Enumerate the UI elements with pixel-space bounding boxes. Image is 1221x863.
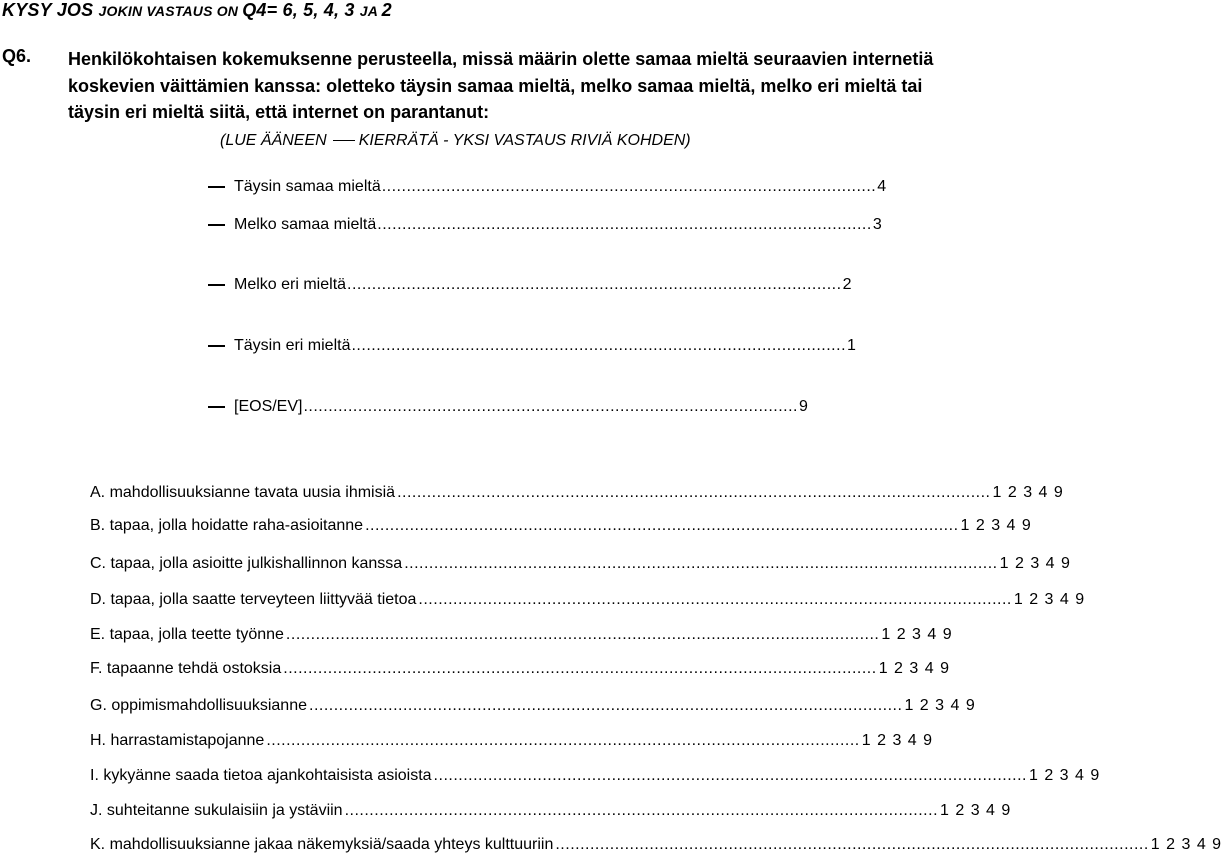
dot-leader: ....................................................................................................	[303, 398, 798, 415]
dot-leader: ........................................................................................................................	[266, 732, 860, 749]
dash-marker	[208, 345, 225, 347]
filter-text-b: JOKIN VASTAUS ON	[98, 3, 243, 19]
question-text: Henkilökohtaisen kokemuksenne perusteella, missä määrin olette samaa mieltä seuraavien internetiä koskevien väittämien kanssa: oletteko täysin samaa mieltä, melko samaa mieltä, melko eri mieltä tai täysin eri mieltä siitä, että internet on parantanut:	[68, 49, 934, 122]
question-number: Q6.	[2, 46, 32, 66]
statement-row	[90, 555, 1070, 573]
statement-label: B. tapaa, jolla hoidatte raha-asioitanne	[90, 517, 364, 534]
dot-leader: ....................................................................................................	[347, 276, 842, 293]
dot-leader: ........................................................................................................................	[397, 484, 991, 501]
answer-codes: 1 2 3 4 9	[1013, 591, 1085, 608]
response-option	[208, 337, 856, 355]
filter-text-a: KYSY JOS	[2, 0, 99, 20]
statement-label: D. tapaa, jolla saatte terveyteen liittyvää tietoa	[90, 591, 417, 608]
answer-codes: 1 2 3 4 9	[1150, 836, 1221, 853]
dot-leader: ....................................................................................................	[351, 337, 847, 354]
filter-text-c: Q4= 6, 5, 4, 3	[242, 0, 360, 20]
answer-codes: 1 2 3 4 9	[940, 802, 1011, 819]
option-label: Täysin samaa mieltä	[234, 178, 381, 195]
statement-row	[90, 767, 1100, 785]
option-label: Täysin eri mieltä	[234, 337, 351, 354]
dot-leader: ....................................................................................................	[381, 178, 877, 195]
response-option	[208, 216, 882, 234]
statement-label: I. kykyänne saada tietoa ajankohtaisista asioista	[90, 767, 432, 784]
dash-marker	[208, 284, 225, 286]
option-code: 2	[842, 276, 852, 293]
statement-label: K. mahdollisuuksianne jakaa näkemyksiä/saada yhteys kulttuuriin	[90, 836, 554, 853]
statement-row	[90, 484, 1063, 502]
option-code: 1	[847, 337, 856, 354]
statement-label: F. tapaanne tehdä ostoksia	[90, 660, 282, 677]
statement-row	[90, 802, 1011, 820]
statement-label: H. harrastamistapojanne	[90, 732, 265, 749]
dot-leader: ........................................................................................................................	[283, 660, 877, 677]
statement-row	[90, 660, 949, 678]
answer-codes: 1 2 3 4 9	[904, 697, 975, 714]
filter-text-e: 2	[381, 0, 392, 20]
answer-codes: 1 2 3 4 9	[861, 732, 933, 749]
option-code: 4	[877, 178, 887, 195]
option-label: Melko eri mieltä	[234, 276, 347, 293]
option-label: Melko samaa mieltä	[234, 216, 377, 233]
statement-row	[90, 591, 1085, 609]
statement-label: G. oppimismahdollisuuksianne	[90, 697, 307, 714]
statement-row	[90, 732, 933, 750]
dot-leader: ........................................................................................................................	[309, 697, 903, 714]
dot-leader: ........................................................................................................................	[404, 555, 998, 572]
filter-instruction	[2, 0, 392, 21]
option-label: [EOS/EV]	[234, 398, 303, 415]
dash-marker	[208, 406, 225, 408]
dot-leader: ........................................................................................................................	[433, 767, 1027, 784]
answer-codes: 1 2 3 4 9	[960, 517, 1031, 534]
dot-leader: ....................................................................................................	[377, 216, 872, 233]
option-code: 9	[799, 398, 808, 415]
answer-codes: 1 2 3 4 9	[1028, 767, 1100, 784]
dot-leader: ........................................................................................................................	[285, 626, 880, 643]
interviewer-instruction	[220, 132, 691, 150]
dash-marker	[208, 186, 225, 188]
instruction-dash	[333, 140, 355, 141]
statement-label: E. tapaa, jolla teette työnne	[90, 626, 284, 643]
dot-leader: ........................................................................................................................	[418, 591, 1012, 608]
statement-row	[90, 626, 952, 644]
response-option	[208, 398, 808, 416]
instruction-part-2: KIERRÄTÄ - YKSI VASTAUS RIVIÄ KOHDEN)	[358, 132, 691, 149]
answer-codes: 1 2 3 4 9	[881, 626, 952, 643]
statement-row	[90, 836, 1221, 854]
filter-text-d: JA	[359, 3, 382, 19]
option-code: 3	[872, 216, 882, 233]
dot-leader: ........................................................................................................................	[365, 517, 959, 534]
answer-codes: 1 2 3 4 9	[992, 484, 1063, 501]
statement-label: A. mahdollisuuksianne tavata uusia ihmisiä	[90, 484, 396, 501]
statement-row	[90, 697, 975, 715]
answer-codes: 1 2 3 4 9	[999, 555, 1070, 572]
response-option	[208, 178, 887, 196]
statement-row	[90, 517, 1031, 535]
dash-marker	[208, 224, 225, 226]
answer-codes: 1 2 3 4 9	[878, 660, 949, 677]
statement-label: J. suhteitanne sukulaisiin ja ystäviin	[90, 802, 343, 819]
instruction-part-1: (LUE ÄÄNEEN	[220, 132, 327, 149]
dot-leader: ........................................................................................................................	[344, 802, 939, 819]
dot-leader: ........................................................................................................................	[555, 836, 1149, 853]
response-option	[208, 276, 852, 294]
statement-label: C. tapaa, jolla asioitte julkishallinnon kanssa	[90, 555, 403, 572]
